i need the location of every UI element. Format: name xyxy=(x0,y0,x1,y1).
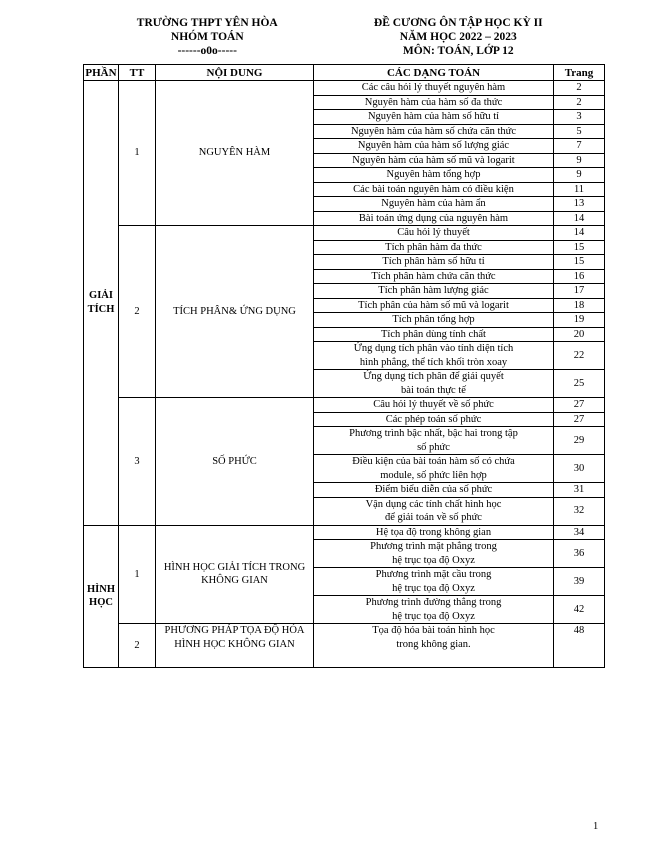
section-number: 3 xyxy=(119,398,156,526)
toc-table xyxy=(83,64,605,668)
page-ref: 36 xyxy=(554,540,605,568)
page-ref: 48 xyxy=(554,624,605,668)
problem-type-label: Nguyên hàm tổng hợp xyxy=(314,168,554,183)
problem-type-label: Ứng dụng tích phân vào tính diện tích hình phẳng, thể tích khối tròn xoay xyxy=(314,342,554,370)
problem-type-label: Phương trình bậc nhất, bậc hai trong tập số phức xyxy=(314,427,554,455)
page-ref: 9 xyxy=(554,168,605,183)
page-header xyxy=(83,16,585,58)
problem-type-label: Nguyên hàm của hàm số lượng giác xyxy=(314,139,554,154)
page-ref: 25 xyxy=(554,370,605,398)
part-name: HÌNH HỌC xyxy=(84,525,119,668)
page-ref: 18 xyxy=(554,298,605,313)
section-number: 1 xyxy=(119,525,156,624)
school-header xyxy=(83,16,332,58)
school-name: TRƯỜNG THPT YÊN HÒA xyxy=(136,17,278,29)
column-header-cac-dang-toan: CÁC DẠNG TOÁN xyxy=(314,65,554,81)
problem-type-label: Tích phân hàm lượng giác xyxy=(314,284,554,299)
page-ref: 27 xyxy=(554,412,605,427)
page-ref: 22 xyxy=(554,342,605,370)
problem-type-label: Câu hỏi lý thuyết về số phức xyxy=(314,398,554,413)
problem-type-label: Tọa độ hóa bài toán hình học trong không gian. xyxy=(314,624,554,668)
page-ref: 30 xyxy=(554,455,605,483)
page-ref: 32 xyxy=(554,497,605,525)
section-topic: NGUYÊN HÀM xyxy=(156,81,314,226)
problem-type-label: Nguyên hàm của hàm ẩn xyxy=(314,197,554,212)
section-topic: HÌNH HỌC GIẢI TÍCH TRONG KHÔNG GIAN xyxy=(156,525,314,624)
problem-type-label: Vận dụng các tính chất hình học để giải toán về số phức xyxy=(314,497,554,525)
problem-type-label: Tích phân dùng tính chất xyxy=(314,327,554,342)
school-year: NĂM HỌC 2022 – 2023 xyxy=(399,31,517,43)
problem-type-label: Nguyên hàm của hàm số đa thức xyxy=(314,95,554,110)
section-topic: TÍCH PHÂN& ỨNG DỤNG xyxy=(156,226,314,398)
page-ref: 16 xyxy=(554,269,605,284)
page-ref: 17 xyxy=(554,284,605,299)
problem-type-label: Nguyên hàm của hàm số hữu tỉ xyxy=(314,110,554,125)
table-row xyxy=(84,81,605,96)
page-ref: 29 xyxy=(554,427,605,455)
problem-type-label: Tích phân của hàm số mũ và logarit xyxy=(314,298,554,313)
separator-ornament: ------o0o----- xyxy=(177,45,237,57)
column-header-trang: Trang xyxy=(554,65,605,81)
page-ref: 5 xyxy=(554,124,605,139)
problem-type-label: Điều kiện của bài toán hàm số có chứa module, số phức liên hợp xyxy=(314,455,554,483)
problem-type-label: Các bài toán nguyên hàm có điều kiện xyxy=(314,182,554,197)
column-header-tt: TT xyxy=(119,65,156,81)
page-ref: 27 xyxy=(554,398,605,413)
subject-line: MÔN: TOÁN, LỚP 12 xyxy=(402,45,514,57)
table-row xyxy=(84,624,605,668)
page-ref: 15 xyxy=(554,240,605,255)
problem-type-label: Phương trình mặt phẳng trong hệ trục tọa độ Oxyz xyxy=(314,540,554,568)
section-number: 1 xyxy=(119,81,156,226)
table-row xyxy=(84,525,605,540)
group-name: NHÓM TOÁN xyxy=(170,31,244,43)
page-number: 1 xyxy=(593,821,599,832)
column-header-phan: PHẦN xyxy=(85,66,117,79)
problem-type-label: Các phép toán số phức xyxy=(314,412,554,427)
page-ref: 19 xyxy=(554,313,605,328)
table-row xyxy=(84,226,605,241)
page-ref: 9 xyxy=(554,153,605,168)
page-ref: 11 xyxy=(554,182,605,197)
page-ref: 34 xyxy=(554,525,605,540)
toc-table-body xyxy=(84,81,605,668)
page-ref: 20 xyxy=(554,327,605,342)
page-ref: 2 xyxy=(554,81,605,96)
page-ref: 39 xyxy=(554,568,605,596)
section-topic: SỐ PHỨC xyxy=(156,398,314,526)
problem-type-label: Nguyên hàm của hàm số mũ và logarit xyxy=(314,153,554,168)
document-page xyxy=(0,16,652,832)
page-ref: 31 xyxy=(554,483,605,498)
problem-type-label: Tích phân hàm chứa căn thức xyxy=(314,269,554,284)
page-ref: 2 xyxy=(554,95,605,110)
section-topic: PHƯƠNG PHÁP TỌA ĐỘ HÓA HÌNH HỌC KHÔNG GIAN xyxy=(156,624,314,668)
section-number: 2 xyxy=(119,624,156,668)
problem-type-label: Phương trình đường thẳng trong hệ trục tọa độ Oxyz xyxy=(314,596,554,624)
problem-type-label: Điểm biểu diễn của số phức xyxy=(314,483,554,498)
page-ref: 7 xyxy=(554,139,605,154)
problem-type-label: Hệ tọa độ trong không gian xyxy=(314,525,554,540)
problem-type-label: Ứng dụng tích phân để giải quyết bài toán thực tế xyxy=(314,370,554,398)
table-row xyxy=(84,398,605,413)
page-ref: 14 xyxy=(554,226,605,241)
problem-type-label: Câu hỏi lý thuyết xyxy=(314,226,554,241)
problem-type-label: Nguyên hàm của hàm số chứa căn thức xyxy=(314,124,554,139)
exam-title: ĐỀ CƯƠNG ÔN TẬP HỌC KỲ II xyxy=(373,17,543,29)
problem-type-label: Tích phân tổng hợp xyxy=(314,313,554,328)
exam-header xyxy=(332,16,585,58)
problem-type-label: Các câu hỏi lý thuyết nguyên hàm xyxy=(314,81,554,96)
section-number: 2 xyxy=(119,226,156,398)
column-header-noi-dung: NỘI DUNG xyxy=(156,65,314,81)
page-ref: 13 xyxy=(554,197,605,212)
page-ref: 3 xyxy=(554,110,605,125)
page-ref: 14 xyxy=(554,211,605,226)
problem-type-label: Tích phân hàm số hữu tỉ xyxy=(314,255,554,270)
page-ref: 15 xyxy=(554,255,605,270)
page-ref: 42 xyxy=(554,596,605,624)
part-name: GIẢI TÍCH xyxy=(84,81,119,526)
table-header-row xyxy=(84,65,605,81)
problem-type-label: Phương trình mặt cầu trong hệ trục tọa độ Oxyz xyxy=(314,568,554,596)
problem-type-label: Bài toán ứng dụng của nguyên hàm xyxy=(314,211,554,226)
problem-type-label: Tích phân hàm đa thức xyxy=(314,240,554,255)
